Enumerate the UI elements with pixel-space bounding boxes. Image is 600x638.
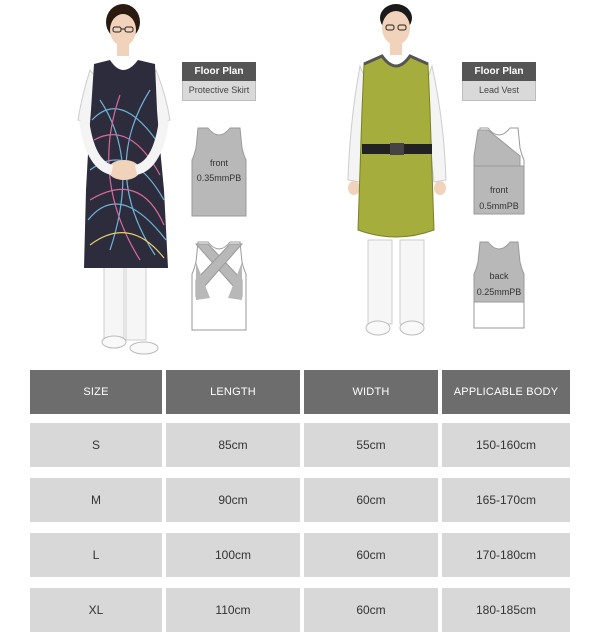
- vest-front-spec: 0.5mmPB: [479, 201, 519, 211]
- model-lead-vest-photo: [340, 0, 455, 350]
- header-length: LENGTH: [166, 370, 300, 414]
- table-cell-applicable-body: 165-170cm: [442, 478, 570, 522]
- table-cell-applicable-body: 180-185cm: [442, 588, 570, 632]
- vest-back-label: back: [489, 271, 509, 281]
- skirt-back-diagram: [190, 240, 248, 332]
- table-cell-applicable-body: 150-160cm: [442, 423, 570, 467]
- table-cell-width: 60cm: [304, 588, 438, 632]
- header-applicable-body: APPLICABLE BODY: [442, 370, 570, 414]
- floor-plan-tag-vest: [462, 62, 536, 101]
- table-cell-width: 60cm: [304, 533, 438, 577]
- vest-back-spec: 0.25mmPB: [476, 287, 522, 297]
- skirt-front-spec: 0.35mmPB: [196, 173, 242, 183]
- floor-plan-header: Floor Plan: [462, 62, 536, 81]
- model-protective-skirt-photo: [60, 0, 190, 362]
- product-name: Protective Skirt: [182, 81, 256, 101]
- table-cell-length: 90cm: [166, 478, 300, 522]
- table-cell-length: 110cm: [166, 588, 300, 632]
- table-cell-size: L: [30, 533, 162, 577]
- table-cell-size: XL: [30, 588, 162, 632]
- vest-front-label: front: [489, 185, 508, 195]
- header-width: WIDTH: [304, 370, 438, 414]
- floor-plan-tag-skirt: [182, 62, 256, 101]
- table-cell-length: 85cm: [166, 423, 300, 467]
- skirt-front-label: front: [209, 158, 228, 168]
- floor-plan-header: Floor Plan: [182, 62, 256, 81]
- header-size: SIZE: [30, 370, 162, 414]
- table-cell-size: M: [30, 478, 162, 522]
- table-cell-size: S: [30, 423, 162, 467]
- table-cell-width: 55cm: [304, 423, 438, 467]
- table-cell-length: 100cm: [166, 533, 300, 577]
- table-cell-applicable-body: 170-180cm: [442, 533, 570, 577]
- product-name: Lead Vest: [462, 81, 536, 101]
- table-cell-width: 60cm: [304, 478, 438, 522]
